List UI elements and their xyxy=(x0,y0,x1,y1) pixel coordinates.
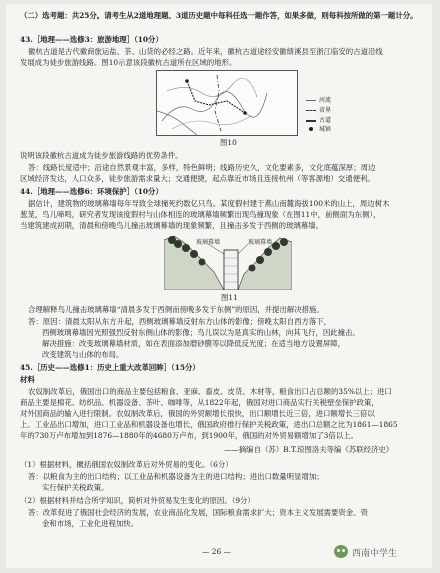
q44-title: 44.［地理——选修6：环境保护］（10分） xyxy=(20,187,163,196)
q44-question: 合理解释鸟儿撞击玻璃幕墙“清晨多发于西侧而傍晚多发于东侧”的原因，并提出解决措施。 xyxy=(28,305,324,314)
q43-answer-2: 区域经济发达，人口众多，徒步旅游需求量大；交通便捷，起点靠近市场且连接杭州（等客源地）交通便利。 xyxy=(20,174,375,183)
fig11-illustration xyxy=(164,232,292,290)
legend-border: 省界 xyxy=(319,107,332,114)
q44-intro-2: 葱茏，鸟儿啼鸣，研究者发现该度假村与山体相连的玻璃幕墙频繁出现鸟撞现象（在图11中，前侧面为东侧）， xyxy=(20,210,381,219)
q45-a2-1: 答：改革促进了俄国社会经济的发展，农业商品化发展，国际粮食需求扩大；资本主义发展需要资金、资 xyxy=(28,508,368,517)
fig11-label-west: 玻璃幕墙 xyxy=(196,239,221,246)
q44-answer-2: 西侧玻璃幕墙因光照强烈反射东侧山体的影像；鸟儿误以为是真实的山林，向其飞行，因此撞击。 xyxy=(42,328,360,337)
fig11-svg xyxy=(164,232,292,290)
q45-a1-2: 实行保护关税政策。 xyxy=(42,483,109,492)
section-header-line1: （二）选考题：共25分。请考生从2道地理题、3道历史题中每科任选一题作答，如果多做，则每科按所做的第一题计分。 xyxy=(20,11,418,20)
q45-material-4: 上。工业品出口增加，进口工业品和机器设备也增长，俄国政府推行保护关税政策，进出口总额之比为1861—1865 xyxy=(20,420,398,429)
q45-a2-2: 金和市场，工业化进程加快。 xyxy=(42,519,139,528)
q44-intro-1: 据估计，建筑物的玻璃幕墙每年导致全球撞死约数亿只鸟。某度假村建于燕山南麓海拔100米的山上，周边树木 xyxy=(28,199,390,208)
wechat-icon xyxy=(334,545,348,558)
q43-title: 43.［地理——选修3：旅游地理］（10分） xyxy=(20,35,163,44)
q45-material-label: 材料 xyxy=(20,375,35,384)
fig10-terrain-svg xyxy=(157,71,297,135)
q44-answer-1: 答：原因：清晨太阳从东方升起，西侧玻璃幕墙反射东方山体的影像；傍晚太阳自西方落下， xyxy=(28,317,332,326)
q44-answer-3: 解决措施：改变玻璃幕墙材质，如在表面添加磨砂膜等以降低反光度；在适当地方设置屏障， xyxy=(42,339,346,348)
fig10-caption: 图10 xyxy=(220,138,237,147)
q45-q1: （1）根据材料，概括俄国农奴制改革后对外贸易的变化。（6分） xyxy=(20,460,233,469)
q45-source: ——摘编自（苏）B.T.琼图洛夫等编《苏联经济史》 xyxy=(224,445,394,454)
q45-q2: （2）根据材料并结合所学知识，简析对外贸易发生变化的原因。（9分） xyxy=(20,496,255,505)
q44-intro-3: 当建筑建成初期，清晨和傍晚鸟儿撞击玻璃幕墙的现象频繁，且撞击多发于西侧的玻璃幕墙。 xyxy=(20,221,324,230)
watermark-text: 西南中学生 xyxy=(352,549,398,559)
legend-town: 城镇 xyxy=(319,126,332,133)
legend-river: 河流 xyxy=(319,97,332,104)
q43-intro-1: 徽杭古道是古代徽商旅运盐、茶、山货的必经之路。近年来，徽杭古道途经安徽绩溪县至浙江临安的古道沿线 xyxy=(28,47,383,56)
page-number: — 26 — xyxy=(202,547,231,556)
q43-answer-1: 答：线路长度适中；沿途自然景观丰富，多样，特色鲜明；线路历史久，文化要素多，文化底蕴深厚；周边 xyxy=(28,163,376,172)
fig10-map xyxy=(156,70,298,136)
q43-question: 说明该段徽杭古道成为徒步旅游线路的优势条件。 xyxy=(20,151,183,160)
fig11-label-east: 玻璃幕墙 xyxy=(248,239,273,246)
watermark xyxy=(334,544,422,560)
q44-answer-4: 改变建筑与山体的布局。 xyxy=(42,350,124,359)
q45-material-5: 年的730万卢布增加到1876—1880年的4680万卢布，到1900年，俄国的对外贸易额增加了3倍以上。 xyxy=(20,431,358,440)
q45-title: 45.［历史——选修1：历史上重大改革回眸］（15分） xyxy=(20,363,200,372)
fig11-caption: 图11 xyxy=(221,293,238,302)
exam-page xyxy=(6,4,432,568)
legend-road: 古道 xyxy=(319,117,332,124)
q45-material-2: 商品主要是棉花、纺织品、机器设备、茶叶、咖啡等，从1822年起，俄国对进口商品实行关税壁垒保护政策， xyxy=(20,398,379,407)
q45-material-3: 对外国商品的输入进行限制。农奴制改革后，俄国的外贸额增长很快，出口额增长近三倍，进口额增长三倍以 xyxy=(20,409,375,418)
q43-intro-2: 发展成为徒步旅游线路。图10示意该段徽杭古道所在区域的地形。 xyxy=(20,58,237,67)
q45-a1-1: 答：以粮食为主的出口结构；以工业品和机器设备为主的进口结构；进出口数量明显增加； xyxy=(28,472,324,481)
q45-material-1: 农奴制改革后，俄国出口的商品主要包括粮食、亚麻、畜皮、皮货、木材等，粮食出口占总额的35%以上；进口 xyxy=(28,387,392,396)
